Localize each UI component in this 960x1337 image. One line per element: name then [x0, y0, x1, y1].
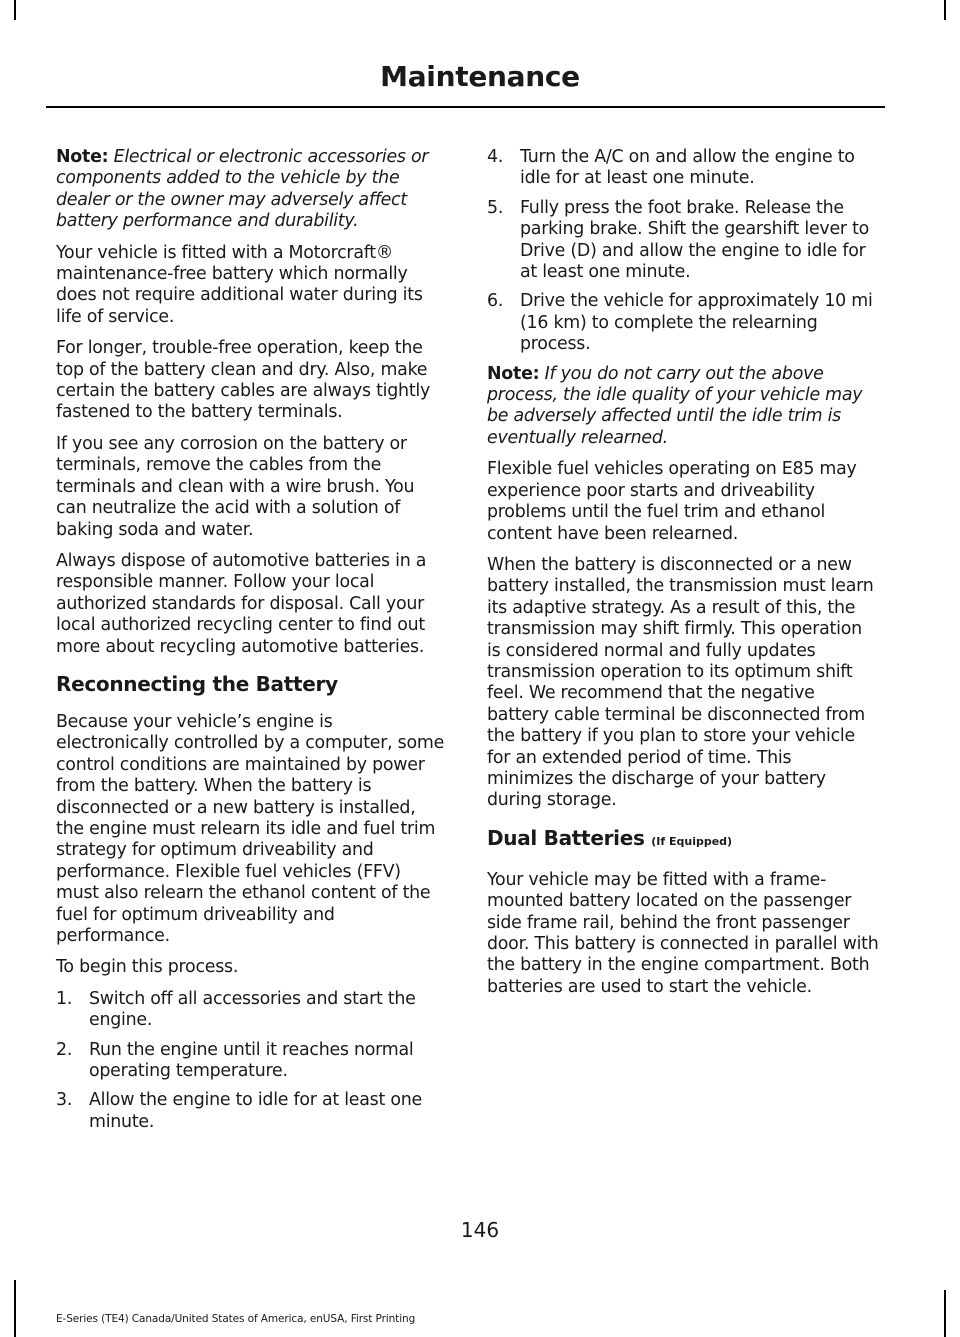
steps-list-left — [56, 989, 448, 1133]
paragraph-disposal: Always dispose of automotive batteries in a responsible manner. Follow your local authorized standards for disposal. Call your local authorized recycling center to find out more about recycling automotive batteries. — [56, 550, 427, 657]
page-title: Maintenance — [380, 60, 580, 93]
paragraph-dual-batteries: Your vehicle may be fitted with a frame-mounted battery located on the passenger side frame rail, behind the front passenger door. This battery is connected in parallel with the battery in the engine compartment. Both batteries are used to start the vehicle. — [487, 869, 879, 997]
paragraph-flexible-fuel: Flexible fuel vehicles operating on E85 may experience poor starts and driveability problems until the fuel trim and ethanol content have been relearned. — [487, 459, 857, 544]
list-item — [487, 291, 879, 355]
left-column — [56, 147, 448, 1141]
paragraph-battery-type: Your vehicle is fitted with a Motorcraft® maintenance-free battery which normally does not require additional water during its life of service. — [56, 242, 423, 327]
step-text: Allow the engine to idle for at least one minute. — [89, 1090, 422, 1132]
list-item — [56, 1040, 448, 1083]
step-number: 3. — [56, 1090, 73, 1111]
step-number: 4. — [487, 147, 504, 167]
paragraph-reconnecting: Because your vehicle’s engine is electronically controlled by a computer, some control conditions are maintained by power from the battery. When the battery is disconnected or a new battery is installed, the engine must relearn its idle and fuel trim strategy for optimum driveability and performance. Flexible fuel vehicles (FFV) must also relearn the ethanol content of the fuel for optimum driveability and performance. — [56, 711, 445, 946]
step-text: Turn the A/C on and allow the engine to idle for at least one minute. — [520, 147, 855, 189]
list-item — [56, 989, 448, 1032]
steps-list-right — [487, 147, 879, 356]
right-column — [487, 147, 879, 1008]
section-heading-dual-batteries — [487, 826, 879, 854]
list-item — [487, 198, 879, 284]
paragraph-corrosion: If you see any corrosion on the battery or terminals, remove the cables from the terminals and clean with a wire brush. You can neutralize the acid with a solution of baking soda and water. — [56, 433, 415, 540]
paragraph-battery-care: For longer, trouble-free operation, keep the top of the battery clean and dry. Also, make certain the battery cables are always tightly fastened to the battery terminals. — [56, 338, 431, 423]
crop-mark-bottom-left — [14, 1280, 16, 1337]
list-item — [487, 147, 879, 190]
step-number: 2. — [56, 1039, 73, 1060]
step-text: Fully press the foot brake. Release the parking brake. Shift the gearshift lever to Drive (D) and allow the engine to idle for at least one minute. — [520, 197, 870, 283]
section-heading-text: Dual Batteries — [487, 825, 645, 850]
step-text: Switch off all accessories and start the engine. — [89, 988, 416, 1031]
step-text: Run the engine until it reaches normal operating temperature. — [89, 1039, 414, 1082]
step-number: 1. — [56, 988, 73, 1009]
paragraph-transmission: When the battery is disconnected or a new battery installed, the transmission must learn its adaptive strategy. As a result of this, the transmission may shift firmly. This operation is considered normal and fully updates transmission operation to its optimum shift feel. We recommend that the negative battery cable terminal be disconnected from the battery if you plan to store your vehicle for an extended period of time. This minimizes the discharge of your battery during storage. — [487, 554, 874, 811]
section-heading-reconnecting: Reconnecting the Battery — [56, 671, 338, 696]
note-idle-quality — [487, 364, 879, 450]
crop-mark-bottom-right — [944, 1290, 946, 1337]
footer-edition: E-Series (TE4) Canada/United States of America, enUSA, First Printing — [56, 1313, 416, 1325]
note-electrical — [56, 147, 448, 233]
note-label: Note: — [56, 147, 109, 167]
note-text: If you do not carry out the above process, the idle quality of your vehicle may be adversely affected until the idle trim is eventually relearned. — [487, 363, 863, 448]
page-number: 146 — [460, 1218, 500, 1242]
crop-mark-top-left — [14, 0, 16, 20]
step-text: Drive the vehicle for approximately 10 mi (16 km) to complete the relearning process. — [520, 291, 873, 355]
list-item — [56, 1090, 448, 1133]
header-divider — [46, 106, 885, 108]
note-label: Note: — [487, 363, 540, 384]
crop-mark-top-right — [944, 0, 946, 20]
step-number: 6. — [487, 291, 504, 312]
paragraph-begin-process: To begin this process. — [56, 957, 239, 978]
note-text: Electrical or electronic accessories or components added to the vehicle by the dealer or the owner may adversely affect battery performance and durability. — [56, 147, 429, 232]
if-equipped-label: (If Equipped) — [651, 834, 733, 848]
step-number: 5. — [487, 197, 504, 218]
